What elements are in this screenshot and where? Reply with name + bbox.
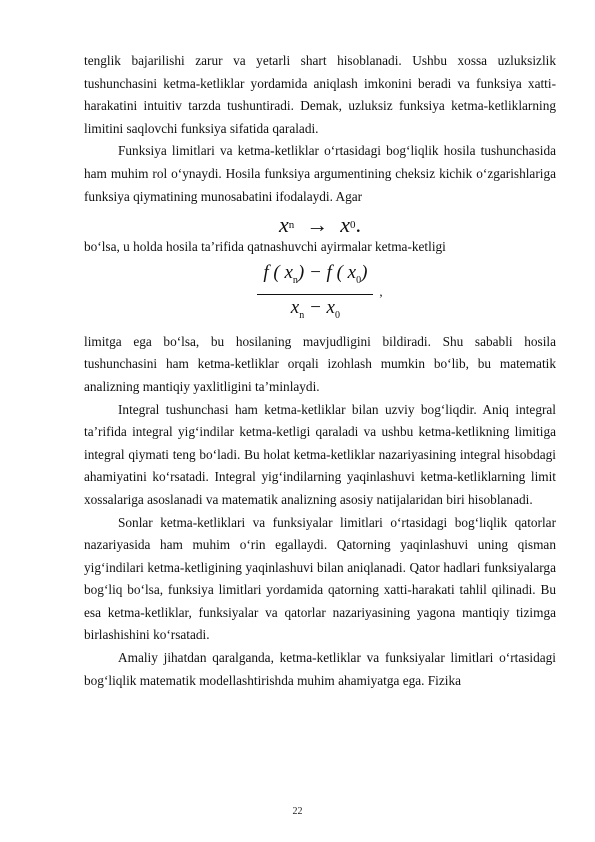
fraction-numerator <box>257 262 373 294</box>
numerator-part-b: ) − f ( x <box>297 261 357 283</box>
denominator-part-a: x <box>290 297 300 319</box>
paragraph-5: Integral tushunchasi ham ketma-ketliklar bilan uzviy bog‘liqdir. Aniq integral ta’rifida integral yig‘indilar ketma-ketligi qaraladi va ushbu ketma-ketlikning limitiga integral qiymati teng bo‘ladi. Bu holat ketma-ketliklar nazariyasining integral hisobdagi ahamiyatini ko‘rsatadi. Integral yig‘indilarning yaqinlashuvi ketma-ketliklarning limit xossalariga asoslanadi va matematik analizning asosiy natijalaridan biri hisoblanadi. <box>84 401 556 507</box>
denominator-sub-0: 0 <box>334 310 340 322</box>
page-number: 22 <box>292 806 303 817</box>
paragraph-4: limitga ega bo‘lsa, bu hosilaning mavjudligini bildiradi. Shu sababli hosila tushunchasini ham ketma-ketliklar orqali izohlash mumkin bo‘lib, bu matematik analizning mantiqiy yaxlitligini ta’minlaydi. <box>84 333 556 394</box>
numerator-sub-0: 0 <box>356 274 362 286</box>
paragraph-6: Sonlar ketma-ketliklari va funksiyalar limitlari o‘rtasidagi bog‘liqlik qatorlar nazariyasida ham muhim o‘rin egallaydi. Qatorning yaqinlashuvi uning qisman yig‘indilari ketma-ketligining yaqinlashuvi bilan aniqlanadi. Qator hadlari funksiyalarga bog‘liq bo‘lsa, funksiya limitlari yordamida qatorning xatti-harakati tahlil qilinadi. Bu esa ketma-ketliklar, funksiyalar va qatorlar nazariyasining yagona mantiqiy tizimga birlashishini ko‘rsatadi. <box>84 514 556 643</box>
formula2-comma: , <box>379 283 383 299</box>
formula1-sub-0: 0 <box>350 218 356 231</box>
formula1-period: . <box>355 211 362 237</box>
paragraph-3: bo‘lsa, u holda hosila ta’rifida qatnashuvchi ayirmalar ketma-ketligi <box>84 239 446 255</box>
formula-difference-quotient <box>84 259 556 331</box>
formula1-sub-n: n <box>288 218 295 231</box>
denominator-part-b: − x <box>304 297 335 319</box>
fraction <box>257 262 373 328</box>
paragraph-7: Amaliy jihatdan qaralganda, ketma-ketliklar va funksiyalar limitlari o‘rtasidagi bog‘liqlik matematik modellashtirishda muhim ahamiyatga ega. Fizika <box>84 650 556 688</box>
numerator-sub-n: n <box>292 274 298 286</box>
document-body <box>84 50 556 692</box>
formula1-arrow: → <box>306 211 329 237</box>
numerator-part-a: f ( x <box>263 261 293 283</box>
paragraph-2: Funksiya limitlari va ketma-ketliklar o‘rtasidagi bog‘liqlik hosila tushunchasida ham muhim rol o‘ynaydi. Hosila funksiya argumentining cheksiz kichik o‘zgarishlariga funksiya qiymatining munosabatini ifodalaydi. Agar <box>84 143 556 204</box>
paragraph-1: tenglik bajarilishi zarur va yetarli shart hisoblanadi. Ushbu xossa uzluksizlik tushunchasini ketma-ketliklar yordamida aniqlash imkonini beradi va funksiya xatti-harakatini intuitiv tarzda tushuntiradi. Demak, uzluksiz funksiya ketma-ketliklarning limitini saqlovchi funksiya sifatida qaraladi. <box>84 53 556 136</box>
denominator-sub-n: n <box>299 310 305 322</box>
formula1-x: x <box>278 211 289 237</box>
fraction-denominator <box>291 295 340 327</box>
numerator-part-c: ) <box>361 261 368 283</box>
formula1-x0: x <box>340 211 351 237</box>
